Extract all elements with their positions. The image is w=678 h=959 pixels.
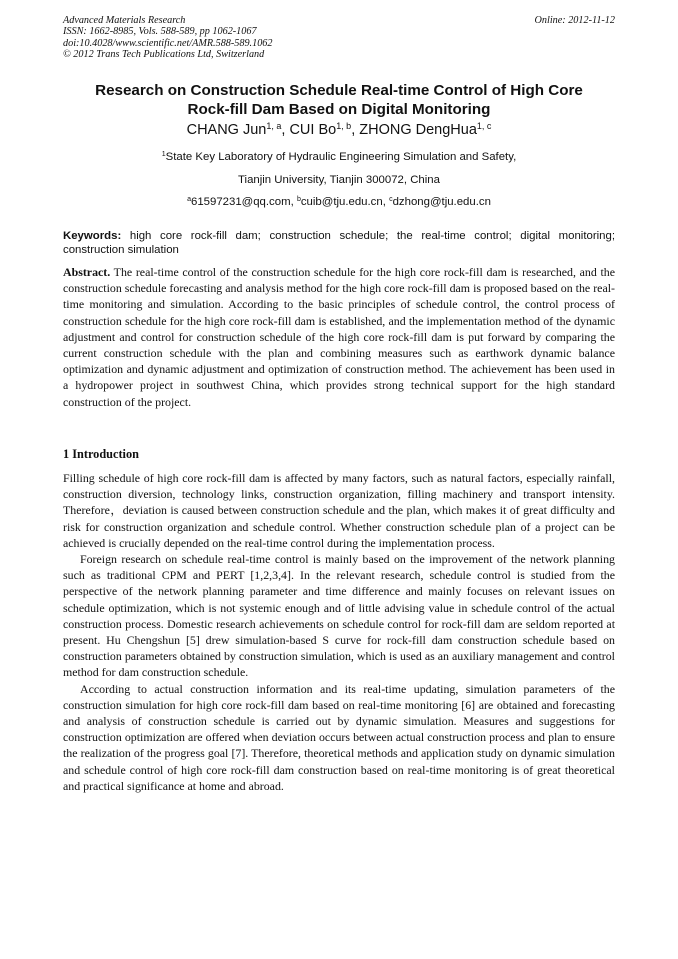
email-separator: , bbox=[382, 196, 390, 208]
journal-name: Advanced Materials Research bbox=[63, 15, 186, 26]
author-superscript: 1, b bbox=[336, 121, 352, 132]
author-list bbox=[63, 121, 615, 139]
copyright-line: © 2012 Trans Tech Publications Ltd, Switzerland bbox=[63, 49, 265, 61]
keywords-text: high core rock-fill dam; construction schedule; the real-time control; digital monitoring; construction simulation bbox=[63, 230, 615, 257]
paper-title bbox=[63, 82, 615, 119]
abstract-text: The real-time control of the construction schedule for the high core rock-fill dam is researched, and the construction schedule forecasting and analysis method for the high core rock-fill dam is proposed based on the real-time monitoring and simulation. According to the basic principles of schedule control, the control process of construction schedule for the high core rock-fill dam is established, and the implementation method of the dynamic adjustment and control for construction schedule of the high core rock-fill dam is put forward by comparing the current construction schedule with the plan and combining measures such as earthwork dynamic balance optimization and dynamic adjustment and optimization of construction method. The achievement has been used in a hydropower project in southwest China, which provides strong technical support for the high standard construction of the project. bbox=[63, 265, 615, 409]
paragraph: Filling schedule of high core rock-fill dam is affected by many factors, such as natural factors, especially rainfall, construction diversion, technology links, construction organization, filling machinery and transport intensity. Therefore，deviation is caused between construction schedule and the plan, which makes it of great difficulty and risk for construction organization and schedule control. Whether construction schedule plan of a project can be achieved is crucially depended on the real-time control during the implementation process. bbox=[63, 471, 615, 550]
email-superscript: c bbox=[389, 196, 393, 204]
journal-header bbox=[63, 15, 615, 61]
author-name: CHANG Jun bbox=[186, 122, 267, 138]
email-address: dzhong@tju.edu.cn bbox=[392, 196, 491, 208]
online-date: Online: 2012-11-12 bbox=[534, 15, 615, 26]
affiliation-line-2: Tianjin University, Tianjin 300072, China bbox=[238, 174, 440, 186]
email-address: 61597231@qq.com bbox=[190, 196, 291, 208]
email-line bbox=[63, 195, 615, 209]
author-name: CUI Bo bbox=[289, 122, 337, 138]
email-superscript: b bbox=[296, 196, 301, 204]
title-line-2: Rock-fill Dam Based on Digital Monitoring bbox=[187, 100, 491, 118]
paragraph: According to actual construction information and its real-time updating, simulation parameters of the construction simulation for high core rock-fill dam based on real-time monitoring [6] are obtained and forecasting and analysis of construction schedule is carried out by dynamic simulation. Measures and suggestions for construction optimization are offered when deviation occurs between actual construction process and plan to ensure the realization of the progress goal [7]. Therefore, theoretical methods and application study on dynamic simulation and schedule control of high core rock-fill dam construction based on real-time monitoring is of great theoretical and practical significance at home and abroad. bbox=[63, 681, 615, 793]
affiliation-superscript: 1 bbox=[161, 151, 166, 159]
abstract bbox=[63, 264, 615, 410]
author-superscript: 1, c bbox=[476, 121, 492, 132]
abstract-label: Abstract. bbox=[63, 265, 111, 279]
author-separator: , bbox=[281, 122, 290, 138]
author-superscript: 1, a bbox=[266, 121, 282, 132]
author-separator: , bbox=[351, 122, 360, 138]
issn-line: ISSN: 1662-8985, Vols. 588-589, pp 1062-1067 bbox=[63, 26, 257, 38]
author-name: ZHONG DengHua bbox=[359, 122, 477, 138]
email-address: cuib@tju.edu.cn bbox=[300, 196, 383, 208]
keywords bbox=[63, 229, 615, 257]
introduction-body bbox=[63, 470, 615, 794]
email-superscript: a bbox=[187, 196, 191, 204]
section-heading: 1 Introduction bbox=[63, 447, 139, 461]
keywords-label: Keywords: bbox=[63, 230, 122, 242]
affiliation-line-1 bbox=[63, 150, 615, 164]
title-line-1: Research on Construction Schedule Real-time Control of High Core bbox=[95, 82, 583, 99]
paragraph: Foreign research on schedule real-time control is mainly based on the improvement of the network planning such as traditional CPM and PERT [1,2,3,4]. In the relevant research, schedule control is studied from the perspective of the network planning parameter and time difference and mainly focuses on relevant issues on schedule optimization, which is not systemic enough and of little advising value in schedule control of the actual construction process. Domestic research achievements on schedule control for rock-fill dam are seldom reported at present. Hu Chengshun [5] drew simulation-based S curve for rock-fill dam construction schedule based on construction parameters obtained by construction simulation, which is used as an auxiliary management and control method for dam construction schedule. bbox=[63, 552, 615, 680]
affiliation-text: State Key Laboratory of Hydraulic Engineering Simulation and Safety, bbox=[165, 151, 517, 163]
doi-line: doi:10.4028/www.scientific.net/AMR.588-589.1062 bbox=[63, 37, 273, 49]
email-separator: , bbox=[290, 196, 297, 208]
